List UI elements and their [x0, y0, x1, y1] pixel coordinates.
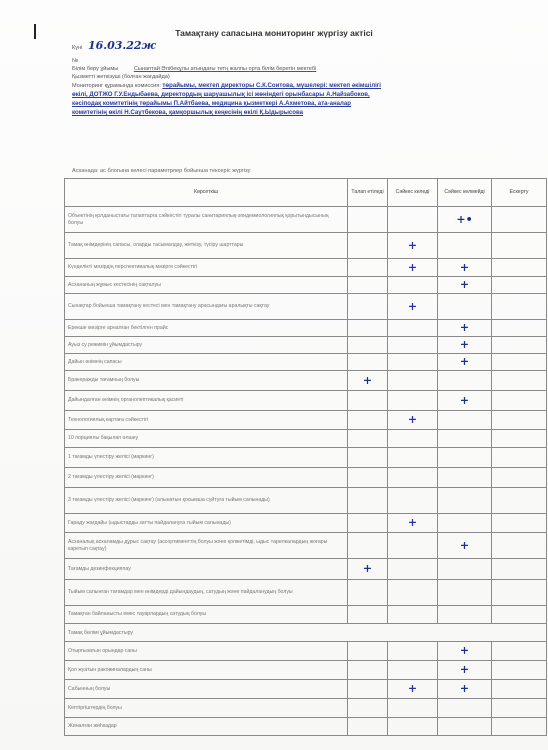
indicator-cell: Тамақ өнімдерінің сапасы, оларды тасымалдау, жеткізу, түсіру шарттары [65, 233, 348, 259]
required-cell [348, 337, 388, 354]
noncompliant-cell [438, 699, 492, 718]
required-cell [348, 606, 388, 624]
table-row [65, 207, 547, 233]
table-row [65, 320, 547, 337]
required-cell [348, 277, 388, 294]
required-cell [348, 642, 388, 661]
indicator-cell: Тағамды дезинфекциялау [65, 559, 348, 580]
note-cell [492, 207, 547, 233]
table-row [65, 718, 547, 736]
indicator-cell: Дайындалған өнімнің органолептикалық қасиеті [65, 391, 348, 411]
indicator-cell: 3 тағамды үлестіру желісі (маркинг) (алынатын қосымша сүйтуға тыйым салынады) [65, 488, 348, 514]
table-row [65, 411, 547, 430]
compliant-cell [388, 337, 438, 354]
noncompliant-cell [438, 533, 492, 559]
indicator-cell: Гараду жағдайы (ыдыстарды затты пайдалануға тыйым салынады) [65, 514, 348, 533]
required-cell [348, 320, 388, 337]
note-cell [492, 430, 547, 448]
required-cell [348, 354, 388, 371]
compliant-cell [388, 259, 438, 277]
note-cell [492, 371, 547, 391]
noncompliant-cell [438, 354, 492, 371]
org-label: Білім беру ұйымы [72, 66, 119, 72]
required-cell [348, 718, 388, 736]
table-row [65, 294, 547, 320]
note-cell [492, 448, 547, 468]
col-header-noncompliant: Сәйкес келмейді [438, 179, 492, 207]
required-cell [348, 680, 388, 699]
table-row [65, 559, 547, 580]
noncompliant-cell [438, 468, 492, 488]
noncompliant-cell [438, 580, 492, 606]
compliant-cell [388, 411, 438, 430]
table-row [65, 391, 547, 411]
noncompliant-cell [438, 606, 492, 624]
required-cell [348, 514, 388, 533]
monitoring-table [64, 178, 547, 736]
table-header-row [65, 179, 547, 207]
indicator-cell: Сынақтар бойынша тамақтану кестесі мен тамақтану арасындағы аралықты сақтау [65, 294, 348, 320]
noncompliant-cell [438, 718, 492, 736]
required-cell [348, 259, 388, 277]
indicator-cell: Асхананың жұмыс кестесінің сақталуы [65, 277, 348, 294]
commission-text-1: төрайымы, мектеп директоры С.К.Соитова, мүшелері: мектеп әкімшілігі [162, 82, 381, 89]
note-cell [492, 533, 547, 559]
compliant-cell [388, 699, 438, 718]
required-cell [348, 580, 388, 606]
number-line [72, 58, 78, 65]
table-row [65, 337, 547, 354]
compliant-cell [388, 354, 438, 371]
col-header-note: Ескерту [492, 179, 547, 207]
noncompliant-cell [438, 277, 492, 294]
note-cell [492, 391, 547, 411]
commission-text-4: комитетінің өкілі Н.Саутбекова, қамқоршылық кеңесінің өкілі Қ.Ыдырысова [72, 109, 304, 116]
note-cell [492, 580, 547, 606]
table-row [65, 354, 547, 371]
commission-label: Мониторинг құрамында комиссия: [72, 83, 161, 89]
note-cell [492, 606, 547, 624]
col-header-compliant: Сәйкес келеді [388, 179, 438, 207]
org-line [72, 66, 316, 73]
plus-mark: + [459, 538, 470, 552]
number-label: № [72, 58, 79, 64]
document-title: Тамақтану сапасына мониторинг жүргізу актісі [175, 28, 373, 38]
noncompliant-cell [438, 448, 492, 468]
required-cell [348, 448, 388, 468]
note-cell [492, 468, 547, 488]
indicator-cell: Тыйым салынған тағамдар мен өнімдерді дайындаудың, сатудың және пайдаланудың болуы [65, 580, 348, 606]
note-cell [492, 642, 547, 661]
indicator-cell: Тамақтан байланысты емес тауарлардың сатудың болуы [65, 606, 348, 624]
note-cell [492, 294, 547, 320]
indicator-cell: Отырғызатын орындар саны [65, 642, 348, 661]
noncompliant-cell [438, 337, 492, 354]
compliant-cell [388, 580, 438, 606]
service-line [72, 74, 170, 81]
indicator-cell: Бракеражды тағамның болуы [65, 371, 348, 391]
note-cell [492, 680, 547, 699]
noncompliant-cell [438, 391, 492, 411]
table-row [65, 448, 547, 468]
plus-mark: + [362, 562, 373, 575]
compliant-cell [388, 233, 438, 259]
plus-mark: + [459, 644, 470, 657]
plus-mark: + [407, 413, 418, 426]
compliant-cell [388, 514, 438, 533]
compliant-cell [388, 559, 438, 580]
plus-mark: + [407, 260, 418, 274]
compliant-cell [388, 661, 438, 680]
indicator-cell: Күнделікті мәзірдің перспективалық мәзірге сәйкестігі [65, 259, 348, 277]
required-cell [348, 533, 388, 559]
required-cell [348, 371, 388, 391]
indicator-cell: Дайын өнімнің сапасы [65, 354, 348, 371]
table-row [65, 606, 547, 624]
indicator-cell: Объектінің қолданыстағы талаптарға сәйкестігі туралы санитариялық-эпидемиологиялық қорытындысының болуы [65, 207, 348, 233]
noncompliant-cell [438, 411, 492, 430]
noncompliant-cell [438, 207, 492, 233]
plus-mark: + [362, 373, 373, 387]
plus-mark: + [407, 238, 418, 252]
note-cell [492, 277, 547, 294]
date-value: 16.03.22ж [87, 39, 156, 52]
note-cell [492, 411, 547, 430]
required-cell [348, 661, 388, 680]
date-label: Күні [72, 45, 83, 51]
table-row [65, 468, 547, 488]
service-label: Қызметті жеткізуші (болған жағдайда) [72, 74, 170, 80]
note-cell [492, 233, 547, 259]
table-row [65, 514, 547, 533]
indicator-cell: Асханалық асхаламды дұрыс сақтау (ассортименттің болуы және қолжетімді, ыдыс тарелкалардың жоғары каретып сақтау) [65, 533, 348, 559]
required-cell [348, 699, 388, 718]
indicator-cell: Қол жуатын раковиналардың саны [65, 661, 348, 680]
table-row [65, 488, 547, 514]
plus-mark: + [407, 299, 418, 313]
indicator-cell: 2 тағамды үлестіру желісі (маркинг) [65, 468, 348, 488]
table-row [65, 680, 547, 699]
required-cell [348, 468, 388, 488]
noncompliant-cell [438, 233, 492, 259]
compliant-cell [388, 448, 438, 468]
note-cell [492, 354, 547, 371]
noncompliant-cell [438, 488, 492, 514]
table-row [65, 277, 547, 294]
table-row [65, 642, 547, 661]
commission-line-1 [72, 82, 381, 90]
table-row [65, 533, 547, 559]
section-row [65, 624, 547, 642]
indicator-cell: Технологиялық картаға сәйкестігі [65, 411, 348, 430]
noncompliant-cell [438, 430, 492, 448]
required-cell [348, 207, 388, 233]
commission-text-3: кәсіподақ комитетінің төрайымы П.Айтбаева, медицина қызметкері А.Ахметова, ата-аналар [72, 100, 352, 107]
org-value: Сынаптай Әлібекұлы атындағы тетң жалпы орта білім беретін мектебі [133, 66, 317, 72]
compliant-cell [388, 391, 438, 411]
date-line [72, 39, 156, 52]
required-cell [348, 411, 388, 430]
table-row [65, 259, 547, 277]
plus-mark: + [459, 355, 470, 368]
required-cell [348, 391, 388, 411]
plus-mark: + [407, 516, 418, 529]
note-cell [492, 259, 547, 277]
plus-mark: + [407, 682, 418, 695]
note-cell [492, 718, 547, 736]
required-cell [348, 294, 388, 320]
table-row [65, 430, 547, 448]
compliant-cell [388, 488, 438, 514]
compliant-cell [388, 277, 438, 294]
col-header-indicator: Көрсеткіш [65, 179, 348, 207]
indicator-cell: 10 порциялы бақылап өлшеу [65, 430, 348, 448]
plus-mark: + [459, 260, 470, 274]
compliant-cell [388, 606, 438, 624]
intro-text: Асханада: ас блогына келесі параметрлер бойынша тексеріс жүргізу [72, 168, 251, 174]
indicator-cell: 1 тағамды үлестіру желісі (маркинг) [65, 448, 348, 468]
required-cell [348, 488, 388, 514]
noncompliant-cell [438, 259, 492, 277]
indicator-cell: Жиналған жиһаздар [65, 718, 348, 736]
indicator-cell: Ерекше мәзірге арналған бектілген прайс [65, 320, 348, 337]
section-title: Тамақ бөлімі ұйымдастыру [65, 624, 547, 642]
plus-mark: + [459, 393, 470, 407]
noncompliant-cell [438, 514, 492, 533]
required-cell [348, 430, 388, 448]
required-cell [348, 233, 388, 259]
noncompliant-cell [438, 661, 492, 680]
noncompliant-cell [438, 371, 492, 391]
compliant-cell [388, 533, 438, 559]
compliant-cell [388, 430, 438, 448]
noncompliant-cell [438, 559, 492, 580]
note-cell [492, 320, 547, 337]
plus-mark: + [459, 682, 470, 695]
compliant-cell [388, 468, 438, 488]
plus-mark: + [459, 338, 470, 351]
commission-text-2: өкілі, ДОТЖО Г.У.Ендыбаева, директордың шаруашылық ісі жөніндегі орынбасары А.Найзабоков, [72, 91, 370, 98]
note-cell [492, 488, 547, 514]
note-cell [492, 514, 547, 533]
compliant-cell [388, 680, 438, 699]
col-header-required: Талап етіледі [348, 179, 388, 207]
noncompliant-cell [438, 680, 492, 699]
plus-mark: + [459, 278, 470, 291]
noncompliant-cell [438, 294, 492, 320]
plus-mark: +• [456, 212, 473, 226]
compliant-cell [388, 642, 438, 661]
table-row [65, 661, 547, 680]
note-cell [492, 699, 547, 718]
indicator-cell: Кептіргіштердің болуы [65, 699, 348, 718]
note-cell [492, 559, 547, 580]
table-row [65, 580, 547, 606]
compliant-cell [388, 207, 438, 233]
compliant-cell [388, 718, 438, 736]
table-row [65, 699, 547, 718]
table-row [65, 371, 547, 391]
compliant-cell [388, 371, 438, 391]
noncompliant-cell [438, 320, 492, 337]
note-cell [492, 661, 547, 680]
required-cell [348, 559, 388, 580]
noncompliant-cell [438, 642, 492, 661]
indicator-cell: Ауыз су режимін ұйымдастыру [65, 337, 348, 354]
plus-mark: + [459, 321, 470, 334]
compliant-cell [388, 294, 438, 320]
note-cell [492, 337, 547, 354]
table-row [65, 233, 547, 259]
indicator-cell: Сабынның болуы [65, 680, 348, 699]
plus-mark: + [459, 663, 470, 676]
compliant-cell [388, 320, 438, 337]
